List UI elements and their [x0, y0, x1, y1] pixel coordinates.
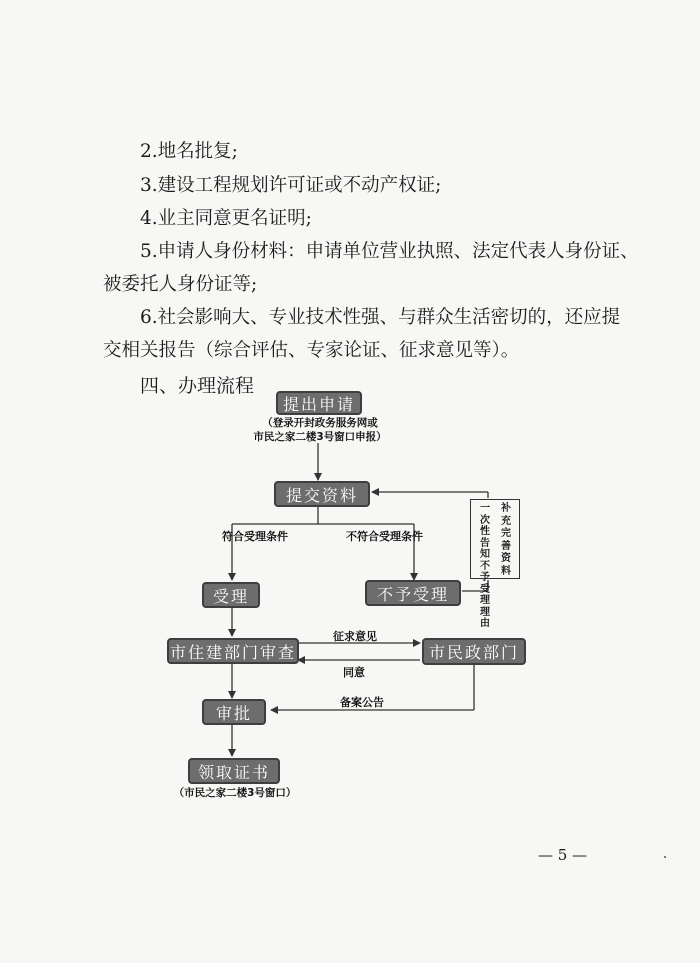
notice-side-box — [470, 499, 520, 629]
supplement-materials-text: 补充完善资料 — [501, 503, 511, 577]
apply-note-line1: （登录开封政务服务网或 — [262, 417, 378, 429]
list-item-5-cont: 被委托人身份证等; — [103, 274, 258, 295]
list-item-5: 5.申请人身份材料：申请单位营业执照、法定代表人身份证、 — [140, 241, 639, 262]
review-node: 市住建部门审查 — [167, 638, 299, 664]
list-item-2: 2.地名批复; — [140, 141, 238, 162]
section-heading: 四、办理流程 — [140, 375, 255, 397]
filing-announcement-label: 备案公告 — [340, 696, 384, 709]
certificate-node: 领取证书 — [188, 758, 280, 784]
list-item-3: 3.建设工程规划许可证或不动产权证; — [140, 175, 442, 196]
notice-reason-text: 一次性告知不予受理理由 — [480, 503, 490, 629]
accept-node: 受理 — [202, 582, 260, 608]
agree-label: 同意 — [343, 666, 365, 679]
submit-node: 提交资料 — [274, 481, 370, 507]
scan-dot — [664, 856, 666, 858]
solicit-opinion-label: 征求意见 — [333, 630, 377, 643]
list-item-6: 6.社会影响大、专业技术性强、与群众生活密切的，还应提 — [140, 307, 621, 328]
certificate-note: （市民之家二楼3号窗口） — [173, 787, 297, 799]
list-item-4: 4.业主同意更名证明; — [140, 208, 312, 229]
apply-node: 提出申请 — [276, 391, 362, 415]
civil-affairs-node: 市民政部门 — [422, 638, 526, 665]
not-meets-condition-label: 不符合受理条件 — [346, 530, 423, 543]
apply-note-line2: 市民之家二楼3号窗口申报） — [253, 431, 387, 443]
page-number: — 5 — — [538, 846, 588, 864]
reject-node: 不予受理 — [365, 580, 461, 606]
approve-node: 审批 — [202, 699, 266, 725]
meets-condition-label: 符合受理条件 — [222, 530, 288, 543]
list-item-6-cont: 交相关报告（综合评估、专家论证、征求意见等）。 — [103, 340, 520, 361]
